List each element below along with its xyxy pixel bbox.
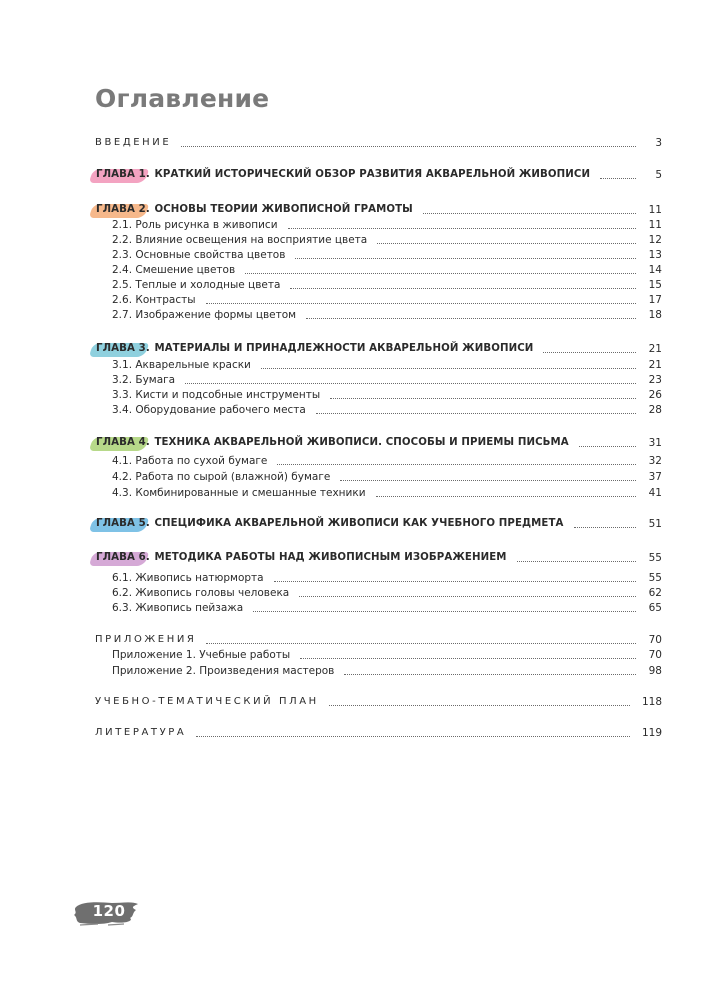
toc-entry-page: 32 bbox=[648, 455, 662, 467]
toc-entry-title: 6.1. Живопись натюрморта bbox=[112, 572, 264, 584]
dot-leader bbox=[329, 705, 630, 706]
toc-section-4-2[interactable] bbox=[112, 468, 662, 484]
toc-section-3-3[interactable] bbox=[112, 386, 662, 402]
dot-leader bbox=[274, 581, 636, 582]
toc-entry-title: 2.3. Основные свойства цветов bbox=[112, 249, 286, 261]
dot-leader bbox=[377, 243, 636, 244]
toc-entry-title: 2.6. Контрасты bbox=[112, 294, 196, 306]
toc-entry-page: 70 bbox=[648, 634, 662, 646]
toc-entry-title: Приложение 1. Учебные работы bbox=[112, 649, 291, 661]
dot-leader bbox=[299, 596, 636, 597]
toc-entry-title: ПРИЛОЖЕНИЯ bbox=[95, 634, 197, 645]
toc-entry-page: 55 bbox=[648, 552, 662, 564]
toc-entry-page: 41 bbox=[648, 487, 662, 499]
toc-entry-page: 65 bbox=[648, 602, 662, 614]
toc-entry-page: 21 bbox=[648, 359, 662, 371]
toc-chapter-4[interactable] bbox=[95, 434, 662, 450]
chapter-label: ГЛАВА 5. bbox=[96, 518, 150, 529]
toc-entry-title: 6.3. Живопись пейзажа bbox=[112, 602, 244, 614]
toc-section-2-5[interactable] bbox=[112, 276, 662, 292]
toc-chapter-1[interactable] bbox=[95, 166, 662, 182]
toc-section-2-3[interactable] bbox=[112, 246, 662, 262]
dot-leader bbox=[316, 413, 636, 414]
toc-section-4-3[interactable] bbox=[112, 484, 662, 500]
dot-leader bbox=[574, 527, 636, 528]
toc-entry-page: 14 bbox=[648, 264, 662, 276]
dot-leader bbox=[344, 674, 636, 675]
dot-leader bbox=[196, 736, 630, 737]
toc-entry-title: 2.1. Роль рисунка в живописи bbox=[112, 219, 278, 231]
toc-appendix-2[interactable] bbox=[112, 662, 662, 678]
toc-chapter-6[interactable] bbox=[95, 549, 662, 565]
toc-section-3-1[interactable] bbox=[112, 356, 662, 372]
toc-entry-page: 119 bbox=[641, 727, 662, 739]
chapter-title: МАТЕРИАЛЫ И ПРИНАДЛЕЖНОСТИ АКВАРЕЛЬНОЙ ЖИВОПИСИ bbox=[154, 343, 534, 354]
dot-leader bbox=[206, 303, 636, 304]
toc-section-4-1[interactable] bbox=[112, 452, 662, 468]
toc-entry-page: 13 bbox=[648, 249, 662, 261]
dot-leader bbox=[206, 643, 636, 644]
toc-entry-title: ВВЕДЕНИЕ bbox=[95, 137, 172, 148]
dot-leader bbox=[185, 383, 636, 384]
toc-section-3-2[interactable] bbox=[112, 371, 662, 387]
dot-leader bbox=[181, 146, 636, 147]
toc-entry-page: 37 bbox=[648, 471, 662, 483]
toc-entry-page: 51 bbox=[648, 518, 662, 530]
toc-entry-page: 23 bbox=[648, 374, 662, 386]
toc-section-6-1[interactable] bbox=[112, 569, 662, 585]
toc-entry-page: 28 bbox=[648, 404, 662, 416]
chapter-title: ОСНОВЫ ТЕОРИИ ЖИВОПИСНОЙ ГРАМОТЫ bbox=[154, 204, 413, 215]
dot-leader bbox=[600, 178, 636, 179]
dot-leader bbox=[300, 658, 636, 659]
toc-entry-page: 21 bbox=[648, 343, 662, 355]
toc-entry-title: 3.1. Акварельные краски bbox=[112, 359, 251, 371]
toc-section-2-2[interactable] bbox=[112, 231, 662, 247]
toc-entry-page: 5 bbox=[655, 169, 662, 181]
toc-entry-intro[interactable] bbox=[95, 134, 662, 150]
toc-appendix-1[interactable] bbox=[112, 646, 662, 662]
dot-leader bbox=[579, 446, 636, 447]
toc-entry-title: 3.4. Оборудование рабочего места bbox=[112, 404, 306, 416]
toc-chapter-5[interactable] bbox=[95, 515, 662, 531]
dot-leader bbox=[295, 258, 636, 259]
toc-entry-page: 18 bbox=[648, 309, 662, 321]
chapter-label: ГЛАВА 2. bbox=[96, 204, 150, 215]
toc-entry-page: 70 bbox=[648, 649, 662, 661]
toc-entry-title: Приложение 2. Произведения мастеров bbox=[112, 665, 335, 677]
chapter-title: КРАТКИЙ ИСТОРИЧЕСКИЙ ОБЗОР РАЗВИТИЯ АКВАРЕЛЬНОЙ ЖИВОПИСИ bbox=[154, 169, 591, 180]
chapter-title: ТЕХНИКА АКВАРЕЛЬНОЙ ЖИВОПИСИ. СПОСОБЫ И ПРИЕМЫ ПИСЬМА bbox=[154, 437, 569, 448]
chapter-label: ГЛАВА 6. bbox=[96, 552, 150, 563]
toc-entry-page: 55 bbox=[648, 572, 662, 584]
toc-entry-title: 4.2. Работа по сырой (влажной) бумаге bbox=[112, 471, 331, 483]
dot-leader bbox=[423, 213, 636, 214]
toc-section-2-4[interactable] bbox=[112, 261, 662, 277]
chapter-title: МЕТОДИКА РАБОТЫ НАД ЖИВОПИСНЫМ ИЗОБРАЖЕНИЕМ bbox=[154, 552, 507, 563]
dot-leader bbox=[340, 480, 636, 481]
dot-leader bbox=[517, 561, 636, 562]
toc-entry-page: 3 bbox=[655, 137, 662, 149]
toc-entry-title: 2.4. Смешение цветов bbox=[112, 264, 236, 276]
toc-section-2-1[interactable] bbox=[112, 216, 662, 232]
toc-entry-title: ЛИТЕРАТУРА bbox=[95, 727, 187, 738]
toc-entry-page: 11 bbox=[648, 219, 662, 231]
toc-entry-title: 2.7. Изображение формы цветом bbox=[112, 309, 297, 321]
toc-section-2-7[interactable] bbox=[112, 306, 662, 322]
toc-entry-literature[interactable] bbox=[95, 724, 662, 740]
dot-leader bbox=[245, 273, 636, 274]
chapter-title: СПЕЦИФИКА АКВАРЕЛЬНОЙ ЖИВОПИСИ КАК УЧЕБНОГО ПРЕДМЕТА bbox=[154, 518, 564, 529]
toc-entry-page: 118 bbox=[641, 696, 662, 708]
toc-entry-title: 3.2. Бумага bbox=[112, 374, 176, 386]
toc-entry-page: 17 bbox=[648, 294, 662, 306]
dot-leader bbox=[290, 288, 636, 289]
dot-leader bbox=[543, 352, 636, 353]
toc-entry-title: 2.5. Теплые и холодные цвета bbox=[112, 279, 281, 291]
toc-section-2-6[interactable] bbox=[112, 291, 662, 307]
toc-entry-title: 6.2. Живопись головы человека bbox=[112, 587, 290, 599]
dot-leader bbox=[253, 611, 636, 612]
toc-entry-page: 62 bbox=[648, 587, 662, 599]
dot-leader bbox=[376, 496, 636, 497]
toc-entry-page: 15 bbox=[648, 279, 662, 291]
chapter-label: ГЛАВА 4. bbox=[96, 437, 150, 448]
chapter-label: ГЛАВА 3. bbox=[96, 343, 150, 354]
toc-entry-plan[interactable] bbox=[95, 693, 662, 709]
page-title: Оглавление bbox=[95, 84, 270, 113]
toc-entry-title: 3.3. Кисти и подсобные инструменты bbox=[112, 389, 321, 401]
toc-entry-page: 98 bbox=[648, 665, 662, 677]
toc-entry-title: 2.2. Влияние освещения на восприятие цвета bbox=[112, 234, 368, 246]
toc-section-6-2[interactable] bbox=[112, 584, 662, 600]
toc-entry-page: 26 bbox=[648, 389, 662, 401]
dot-leader bbox=[330, 398, 636, 399]
dot-leader bbox=[306, 318, 636, 319]
toc-chapter-3[interactable] bbox=[95, 340, 662, 356]
toc-entry-appendix[interactable] bbox=[95, 631, 662, 647]
toc-section-3-4[interactable] bbox=[112, 401, 662, 417]
toc-entry-page: 11 bbox=[648, 204, 662, 216]
toc-chapter-2[interactable] bbox=[95, 201, 662, 217]
dot-leader bbox=[288, 228, 636, 229]
dot-leader bbox=[277, 464, 636, 465]
toc-entry-title: 4.3. Комбинированные и смешанные техники bbox=[112, 487, 366, 499]
toc-section-6-3[interactable] bbox=[112, 599, 662, 615]
page-number: 120 bbox=[92, 902, 126, 920]
toc-entry-page: 12 bbox=[648, 234, 662, 246]
dot-leader bbox=[261, 368, 636, 369]
toc-entry-title: УЧЕБНО-ТЕМАТИЧЕСКИЙ ПЛАН bbox=[95, 696, 319, 707]
toc-entry-page: 31 bbox=[648, 437, 662, 449]
toc-entry-title: 4.1. Работа по сухой бумаге bbox=[112, 455, 268, 467]
chapter-label: ГЛАВА 1. bbox=[96, 169, 150, 180]
